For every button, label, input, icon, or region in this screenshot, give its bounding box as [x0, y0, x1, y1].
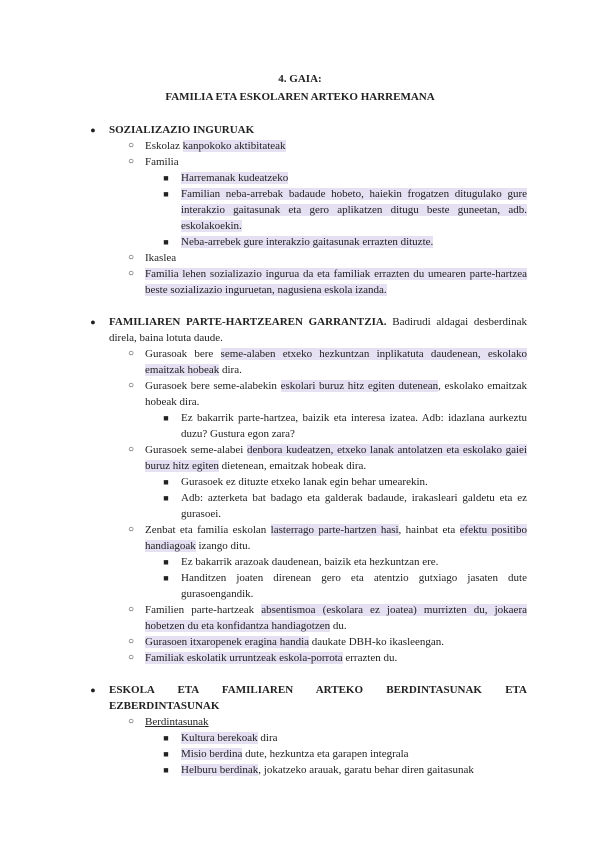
section-paragraph-parte-hartzea	[109, 314, 527, 346]
list-item-kultura	[181, 730, 527, 746]
section-heading-sozializazio: SOZIALIZAZIO INGURUAK	[109, 124, 255, 136]
bullet-level3: ■	[163, 557, 169, 567]
text: errazten du.	[342, 652, 398, 664]
highlight: eskolari buruz hitz egiten dutenean	[280, 380, 439, 392]
bullet-level3: ■	[163, 413, 169, 423]
bullet-level2: ○	[127, 716, 135, 727]
highlight: kanpokoko aktibitateak	[182, 140, 286, 152]
page-title-chapter: 4. GAIA:	[278, 73, 322, 85]
list-item-helburu	[181, 762, 527, 778]
bullet-level3: ■	[163, 733, 169, 743]
text: izango ditu.	[195, 540, 251, 552]
text: , eskolako emaitzak hobeak dira.	[145, 380, 527, 408]
section-heading-berdintasunak: ESKOLA ETA FAMILIAREN ARTEKO BERDINTASUNAK ETA	[109, 684, 527, 696]
text: Badirudi aldagai desberdinak direla, baina lotuta daude.	[109, 316, 527, 344]
bullet-level2: ○	[127, 604, 135, 615]
list-item-harremanak	[181, 170, 527, 186]
highlight: Harremanak kudeatzeko	[181, 172, 289, 184]
bullet-level2: ○	[127, 156, 135, 167]
bullet-level3: ■	[163, 237, 169, 247]
highlight: Familia lehen sozializazio ingurua da eta familiak errazten du umearen parte-hartzea beste sozializazio inguruetan, nagusiena eskola izanda.	[145, 268, 527, 296]
list-item-familia: Familia	[145, 156, 179, 168]
list-item-absentismoa	[145, 602, 527, 634]
list-item-berdintasunak: Berdintasunak	[145, 716, 209, 728]
bullet-level3: ■	[163, 765, 169, 775]
highlight: Helburu berdinak	[181, 764, 259, 776]
list-item-ikaslea: Ikaslea	[145, 252, 177, 264]
text: Eskolaz	[145, 140, 183, 152]
text: Gurasoak bere	[145, 348, 221, 360]
highlight: absentismoa (eskolara ez joatea) murrizten du, jokaera hobetzen du eta konfidantza handiagotzen	[145, 604, 527, 632]
highlight: Gurasoen itxaropenek eragina handia	[145, 636, 310, 648]
text: , jokatzeko arauak, garatu behar diren gaitasunak	[258, 764, 474, 776]
highlight: denbora kudeatzen, etxeko lanak antolatzen eta eskolako gaiei buruz hitz egiten	[145, 444, 527, 472]
list-item-interesa: Ez bakarrik parte-hartzea, baizik eta interesa izatea. Adb: idazlana aurkeztu duzu? Gustura egon zara?	[181, 412, 527, 440]
bullet-level2: ○	[127, 652, 135, 663]
bullet-level1: ●	[90, 685, 96, 695]
bullet-level1: ●	[90, 125, 96, 135]
list-item-azterketa: Adb: azterketa bat badago eta galderak badaude, irakasleari galdetu eta ez gurasoei.	[181, 492, 527, 520]
section-heading-berdintasunak-cont: EZBERDINTASUNAK	[109, 700, 220, 712]
highlight: efektu positibo handiagoak	[145, 524, 527, 552]
list-item-gurasoak-bere	[145, 346, 527, 378]
bullet-level2: ○	[127, 140, 135, 151]
bullet-level2: ○	[127, 268, 135, 279]
page-title: FAMILIA ETA ESKOLAREN ARTEKO HARREMANA	[165, 91, 435, 103]
highlight: seme-alaben etxeko hezkuntzan inplikatuta daudenean, eskolako emaitzak hobeak	[145, 348, 527, 376]
list-item-arazoak: Ez bakarrik arazoak daudenean, baizik eta hezkuntzan ere.	[181, 556, 439, 568]
text: dute, hezkuntza eta garapen integrala	[242, 748, 409, 760]
list-item-zenbat	[145, 522, 527, 554]
section-heading-parte-hartzea: FAMILIAREN PARTE-HARTZEAREN GARRANTZIA.	[109, 316, 387, 328]
text: dira.	[219, 364, 242, 376]
text: Zenbat eta familia eskolan	[145, 524, 271, 536]
bullet-level3: ■	[163, 573, 169, 583]
highlight: Misio berdina	[181, 748, 243, 760]
list-item-familian-neba	[181, 186, 527, 234]
list-item-etxeko-lanak: Gurasoek ez dituzte etxeko lanak egin behar umearekin.	[181, 476, 428, 488]
bullet-level3: ■	[163, 173, 169, 183]
bullet-level2: ○	[127, 380, 135, 391]
list-item-neba-arrebek	[181, 234, 527, 250]
highlight: Familian neba-arrebak badaude hobeto, haiekin frogatzen ditugulako gure interakzio gaitasunak eta gero aplikatzen ditugu beste guneetan, adb. eskolakoekin.	[181, 188, 527, 232]
list-item-denbora	[145, 442, 527, 474]
list-item-handitzen: Handitzen joaten direnean gero eta atentzio gutxiago jasaten dute gurasoengandik.	[181, 572, 527, 600]
text: , hainbat eta	[398, 524, 460, 536]
text: Gurasoek bere seme-alabekin	[145, 380, 281, 392]
bullet-level2: ○	[127, 636, 135, 647]
text: Familien parte-hartzeak	[145, 604, 262, 616]
list-item-familia-lehen	[145, 266, 527, 298]
text: du.	[330, 620, 347, 632]
highlight: Neba-arrebek gure interakzio gaitasunak errazten dituzte.	[181, 236, 434, 248]
bullet-level3: ■	[163, 749, 169, 759]
bullet-level2: ○	[127, 348, 135, 359]
bullet-level2: ○	[127, 524, 135, 535]
bullet-level3: ■	[163, 189, 169, 199]
bullet-level3: ■	[163, 477, 169, 487]
bullet-level2: ○	[127, 252, 135, 263]
text: dira	[257, 732, 278, 744]
list-item-misio	[181, 746, 527, 762]
highlight: Familiak eskolatik urruntzeak eskola-porrota	[145, 652, 343, 664]
list-item-eskola-porrota	[145, 650, 527, 666]
highlight: Kultura berekoak	[181, 732, 258, 744]
text: Gurasoek seme-alabei	[145, 444, 247, 456]
text: daukate DBH-ko ikasleengan.	[309, 636, 445, 648]
bullet-level2: ○	[127, 444, 135, 455]
text: dietenean, emaitzak hobeak dira.	[218, 460, 367, 472]
list-item-eskolaz	[145, 138, 527, 154]
bullet-level1: ●	[90, 317, 96, 327]
list-item-gurasoek-hitz	[145, 378, 527, 410]
bullet-level3: ■	[163, 493, 169, 503]
highlight: lasterrago parte-hartzen hasi	[270, 524, 399, 536]
list-item-itxaropenak	[145, 634, 527, 650]
